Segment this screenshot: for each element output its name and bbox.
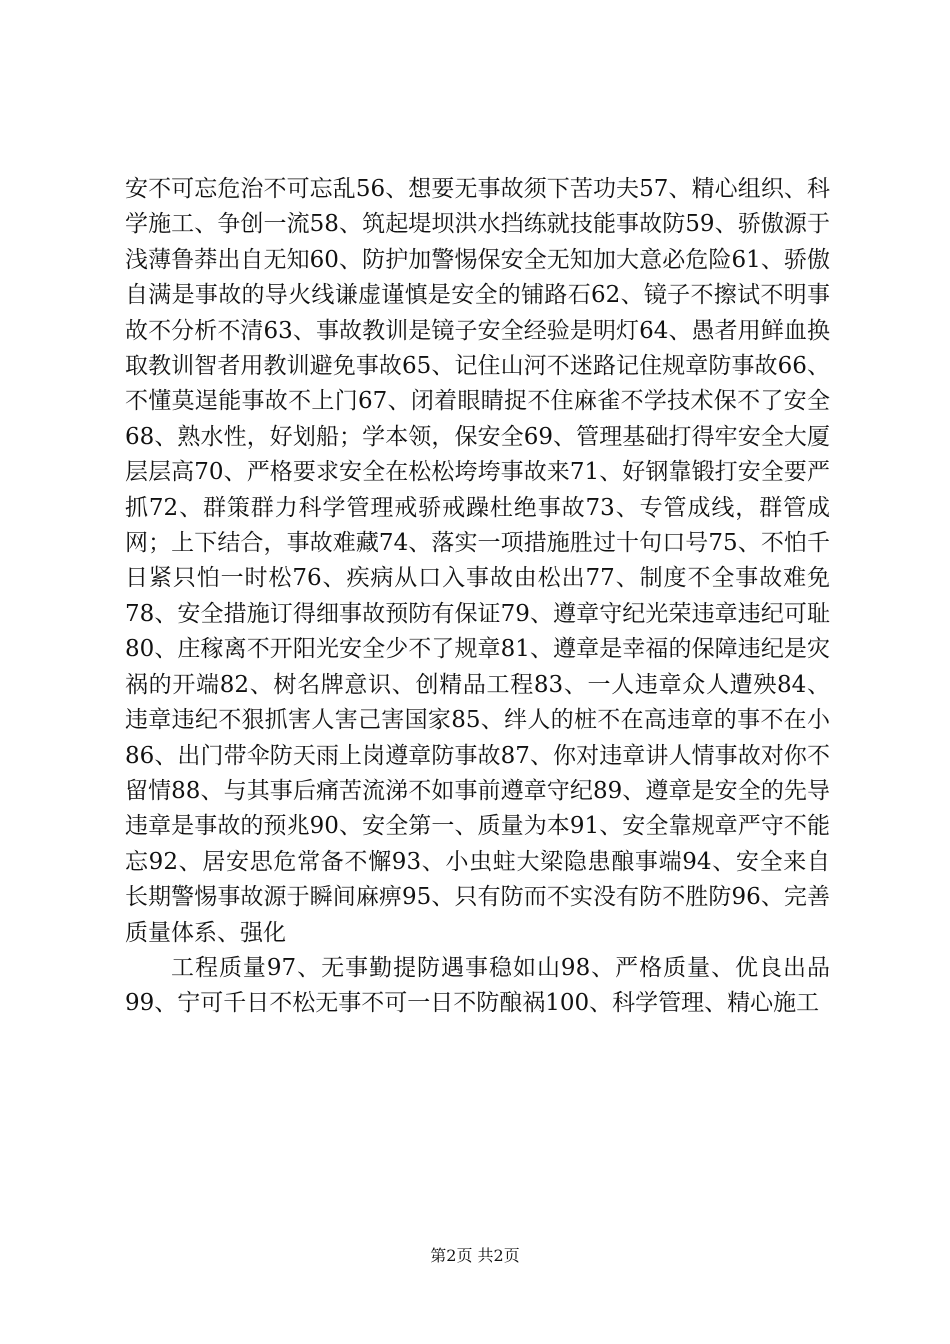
paragraph-2: 工程质量97、无事勤提防遇事稳如山98、严格质量、优良出品99、宁可千日不松无事不可一日不防酿祸100、科学管理、精心施工 xyxy=(125,954,830,1017)
page-footer: 第2页 共2页 xyxy=(430,1246,520,1265)
paragraph-1: 安不可忘危治不可忘乱56、想要无事故须下苦功夫57、精心组织、科学施工、争创一流58、筑起堤坝洪水挡练就技能事故防59、骄傲源于浅薄鲁莽出自无知60、防护加警惕保安全无知加大意必危险61、骄傲自满是事故的导火线谦虚谨慎是安全的铺路石62、镜子不擦试不明事故不分析不清63、事故教训是镜子安全经验是明灯64、愚者用鲜血换取教训智者用教训避免事故65、记住山河不迷路记住规章防事故66、不懂莫逞能事故不上门67、闭着眼睛捉不住麻雀不学技术保不了安全68、熟水性，好划船；学本领，保安全69、管理基础打得牢安全大厦层层高70、严格要求安全在松松垮垮事故来71、好钢靠锻打安全要严抓72、群策群力科学管理戒骄戒躁杜绝事故73、专管成线，群管成网；上下结合，事故难藏74、落实一项措施胜过十句口号75、不怕千日紧只怕一时松76、疾病从口入事故由松出77、制度不全事故难免78、安全措施订得细事故预防有保证79、遵章守纪光荣违章违纪可耻80、庄稼离不开阳光安全少不了规章81、遵章是幸福的保障违纪是灾祸的开端82、树名牌意识、创精品工程83、一人违章众人遭殃84、违章违纪不狠抓害人害己害国家85、绊人的桩不在高违章的事不在小86、出门带伞防天雨上岗遵章防事故87、你对违章讲人情事故对你不留情88、与其事后痛苦流涕不如事前遵章守纪89、遵章是安全的先导违章是事故的预兆90、安全第一、质量为本91、安全靠规章严守不能忘92、居安思危常备不懈93、小虫蛀大梁隐患酿事端94、安全来自长期警惕事故源于瞬间麻痹95、只有防而不实没有防不胜防96、完善质量体系、强化 xyxy=(125,176,830,946)
document-body xyxy=(125,172,830,1022)
